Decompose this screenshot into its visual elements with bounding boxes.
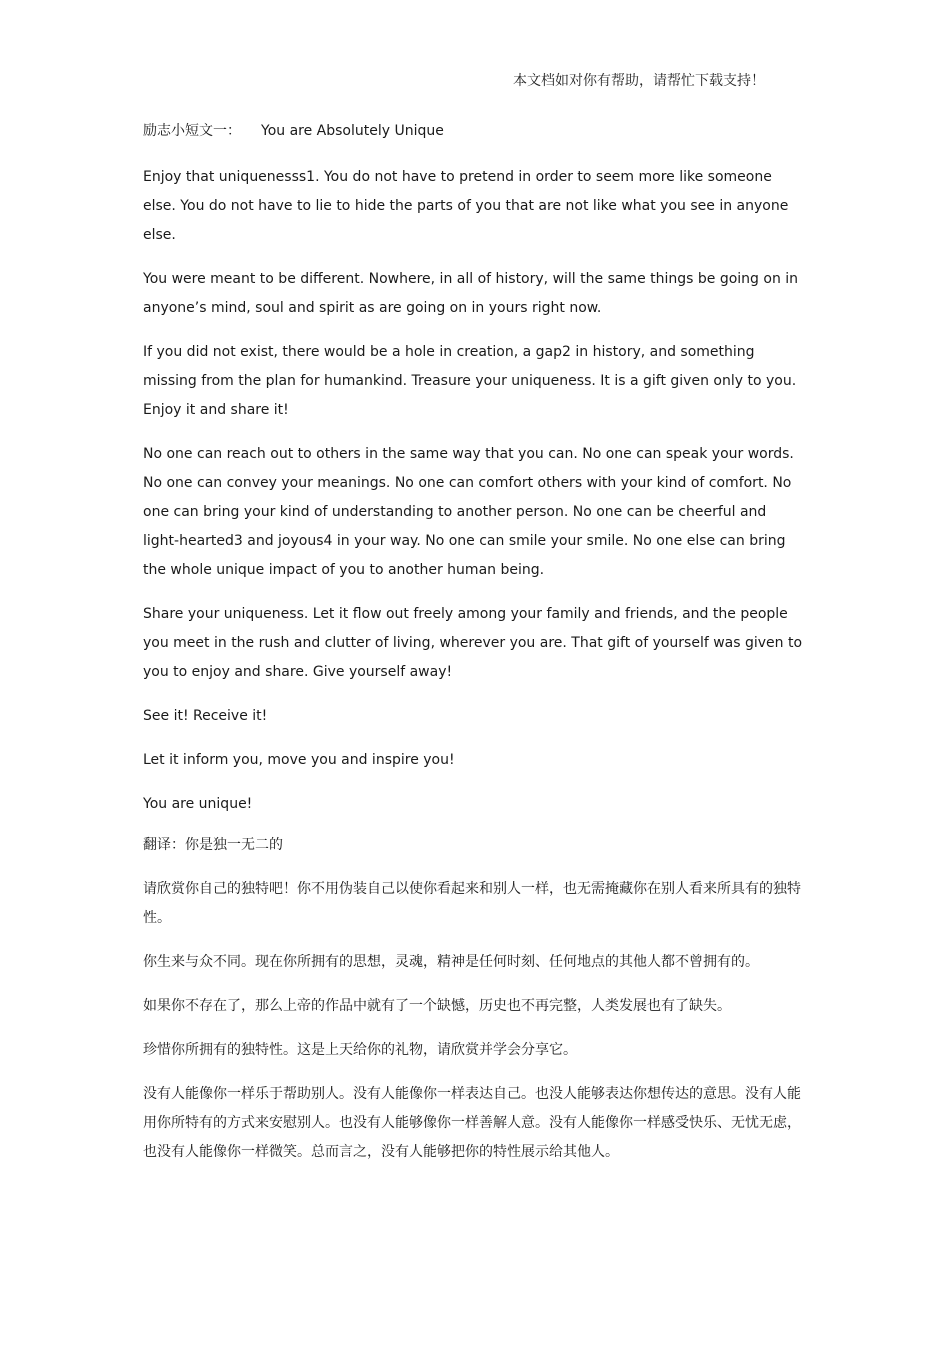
chinese-paragraph-4: 珍惜你所拥有的独特性。这是上天给你的礼物，请欣赏并学会分享它。	[143, 1042, 577, 1058]
english-paragraph-2: You were meant to be different. Nowhere, in all of history, will the same things be going on in anyone’s mind, soul and spirit as are going on in yours right now.	[143, 271, 799, 316]
chinese-paragraph-3: 如果你不存在了，那么上帝的作品中就有了一个缺憾，历史也不再完整，人类发展也有了缺失。	[143, 998, 731, 1014]
chinese-paragraph-1: 请欣赏你自己的独特吧！你不用伪装自己以使你看起来和别人一样，也无需掩藏你在别人看来所具有的独特性。	[143, 881, 801, 926]
english-paragraph-4: No one can reach out to others in the same way that you can. No one can speak your words. No one can convey your meanings. No one can comfort others with your kind of comfort. No one can bring your kind of understanding to another person. No one can be cheerful and light-hearted3 and joyous4 in your way. No one can smile your smile. No one else can bring the whole unique impact of you to another human being.	[143, 446, 794, 578]
translation-title: 翻译：你是独一无二的	[143, 837, 283, 853]
english-paragraph-7: Let it inform you, move you and inspire you!	[143, 752, 455, 768]
title-en: You are Absolutely Unique	[261, 123, 444, 139]
english-paragraph-3: If you did not exist, there would be a hole in creation, a gap2 in history, and something missing from the plan for humankind. Treasure your uniqueness. It is a gift given only to you. Enjoy it and share it!	[143, 344, 797, 418]
english-paragraph-5: Share your uniqueness. Let it flow out freely among your family and friends, and the people you meet in the rush and clutter of living, wherever you are. That gift of yourself was given to you to enjoy and share. Give yourself away!	[143, 606, 803, 680]
english-paragraph-1: Enjoy that uniquenesss1. You do not have to pretend in order to seem more like someone else. You do not have to lie to hide the parts of you that are not like what you see in anyone else.	[143, 169, 789, 243]
article-title	[143, 121, 803, 141]
chinese-paragraph-5: 没有人能像你一样乐于帮助别人。没有人能像你一样表达自己。也没人能够表达你想传达的意思。没有人能用你所特有的方式来安慰别人。也没有人能够像你一样善解人意。没有人能像你一样感受快乐、无忧无虑，也没有人能像你一样微笑。总而言之，没有人能够把你的特性展示给其他人。	[143, 1086, 801, 1160]
title-zh: 励志小短文一：	[143, 123, 241, 139]
chinese-paragraph-2: 你生来与众不同。现在你所拥有的思想，灵魂，精神是任何时刻、任何地点的其他人都不曾拥有的。	[143, 954, 759, 970]
english-paragraph-6: See it! Receive it!	[143, 708, 268, 724]
english-paragraph-8: You are unique!	[143, 796, 253, 812]
document-body	[143, 121, 803, 1182]
page-header: 本文档如对你有帮助，请帮忙下载支持！	[513, 73, 765, 89]
